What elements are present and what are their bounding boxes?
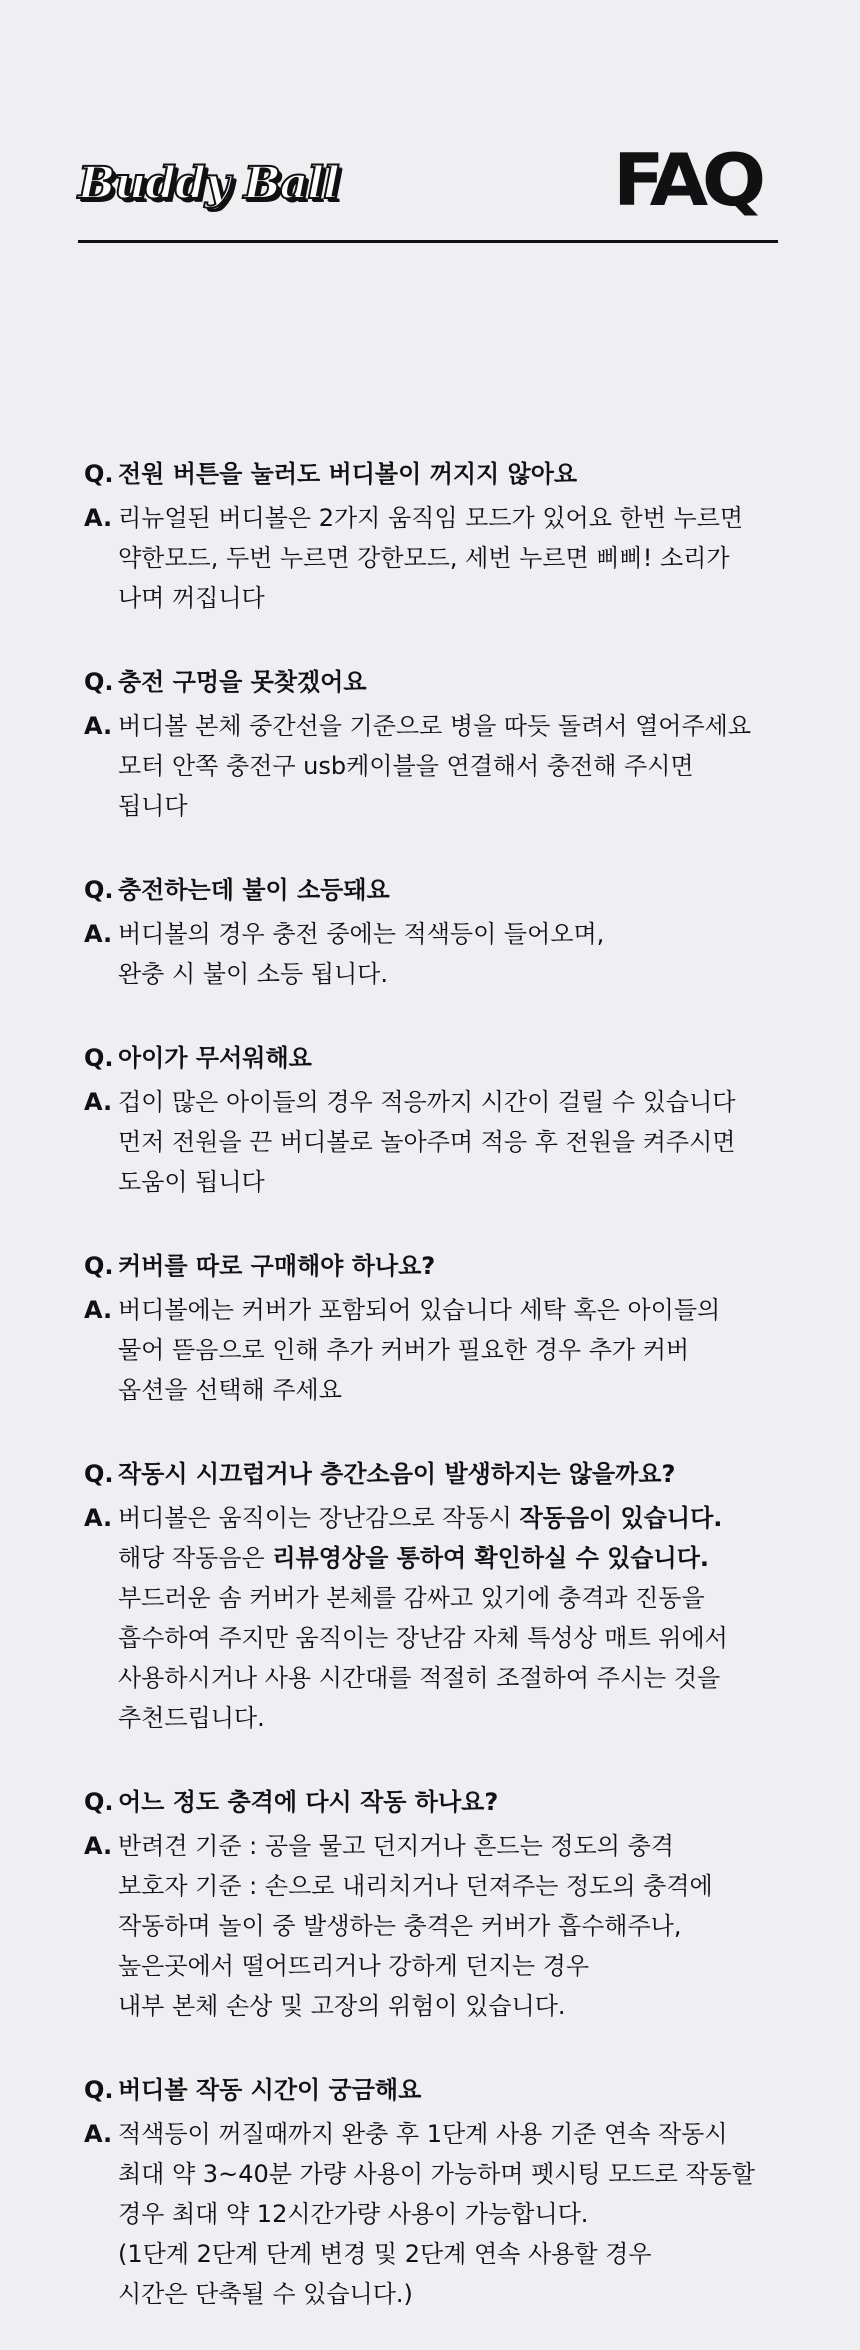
answer-prefix: A. [84, 504, 113, 532]
faq-question [84, 1456, 784, 1492]
answer-segment: 약한모드, 두번 누르면 강한모드, 세번 누르면 삐삐! 소리가 [118, 544, 730, 572]
answer-segment: 옵션을 선택해 주세요 [118, 1376, 342, 1404]
answer-segment: 모터 안쪽 충전구 usb케이블을 연결해서 충전해 주시면 [118, 752, 694, 780]
answer-line [118, 1082, 784, 1122]
answer-emphasis: 리뷰영상을 통하여 확인하실 수 있습니다. [272, 1544, 710, 1572]
answer-segment: 버디볼은 움직이는 장난감으로 작동시 [118, 1504, 520, 1532]
question-text: 어느 정도 충격에 다시 작동 하나요? [118, 1788, 499, 1816]
answer-line [118, 1330, 784, 1370]
faq-item [84, 1456, 784, 1738]
answer-segment: 내부 본체 손상 및 고장의 위험이 있습니다. [118, 1992, 566, 2020]
faq-item [84, 456, 784, 618]
answer-prefix: A. [84, 2120, 113, 2148]
question-prefix: Q. [84, 876, 114, 904]
answer-prefix: A. [84, 1088, 113, 1116]
answer-line [118, 706, 784, 746]
answer-prefix: A. [84, 712, 113, 740]
page-title: FAQ [613, 138, 760, 222]
question-prefix: Q. [84, 1044, 114, 1072]
question-prefix: Q. [84, 1460, 114, 1488]
answer-text [118, 1082, 784, 1202]
question-prefix: Q. [84, 460, 114, 488]
faq-answer [84, 1290, 784, 1410]
brand-logo: Buddy Ball [78, 158, 339, 209]
answer-line [118, 1986, 784, 2026]
answer-segment: 리뉴얼된 버디볼은 2가지 움직임 모드가 있어요 한번 누르면 [118, 504, 744, 532]
answer-prefix: A. [84, 1504, 113, 1532]
faq-item [84, 664, 784, 826]
question-text: 충전 구멍을 못찾겠어요 [118, 668, 367, 696]
faq-question [84, 1040, 784, 1076]
question-prefix: Q. [84, 668, 114, 696]
answer-segment: 최대 약 3~40분 가량 사용이 가능하며 펫시팅 모드로 작동할 [118, 2160, 755, 2188]
answer-text [118, 1290, 784, 1410]
answer-segment: 버디볼의 경우 충전 중에는 적색등이 들어오며, [118, 920, 605, 948]
faq-item [84, 1248, 784, 1410]
answer-segment: 완충 시 불이 소등 됩니다. [118, 960, 388, 988]
answer-segment: 도움이 됩니다 [118, 1168, 265, 1196]
question-prefix: Q. [84, 1788, 114, 1816]
answer-segment: 됩니다 [118, 792, 188, 820]
answer-line [118, 1578, 784, 1618]
faq-answer [84, 2114, 784, 2314]
header-divider [78, 240, 778, 243]
answer-line [118, 1698, 784, 1738]
answer-segment: 부드러운 솜 커버가 본체를 감싸고 있기에 충격과 진동을 [118, 1584, 705, 1612]
faq-question [84, 664, 784, 700]
answer-line [118, 914, 784, 954]
faq-item [84, 1040, 784, 1202]
answer-line [118, 2154, 784, 2194]
faq-answer [84, 1826, 784, 2026]
answer-segment: 나며 꺼집니다 [118, 584, 265, 612]
answer-text [118, 1498, 784, 1738]
question-prefix: Q. [84, 2076, 114, 2104]
faq-question [84, 2072, 784, 2108]
answer-line [118, 1946, 784, 1986]
answer-line [118, 538, 784, 578]
faq-question [84, 872, 784, 908]
answer-text [118, 2114, 784, 2314]
faq-question [84, 1784, 784, 1820]
answer-line [118, 1370, 784, 1410]
answer-segment: 반려견 기준 : 공을 물고 던지거나 흔드는 정도의 충격 [118, 1832, 674, 1860]
answer-segment: 해당 작동음은 [118, 1544, 273, 1572]
answer-text [118, 1826, 784, 2026]
answer-line [118, 786, 784, 826]
answer-segment: 흡수하여 주지만 움직이는 장난감 자체 특성상 매트 위에서 [118, 1624, 728, 1652]
answer-line [118, 1538, 784, 1578]
question-text: 버디볼 작동 시간이 궁금해요 [118, 2076, 422, 2104]
answer-text [118, 914, 784, 994]
question-text: 충전하는데 불이 소등돼요 [118, 876, 390, 904]
answer-line [118, 1618, 784, 1658]
faq-answer [84, 498, 784, 618]
answer-line [118, 1290, 784, 1330]
answer-segment: 물어 뜯음으로 인해 추가 커버가 필요한 경우 추가 커버 [118, 1336, 690, 1364]
answer-segment: 버디볼에는 커버가 포함되어 있습니다 세탁 혹은 아이들의 [118, 1296, 721, 1324]
answer-segment: 적색등이 꺼질때까지 완충 후 1단계 사용 기준 연속 작동시 [118, 2120, 728, 2148]
answer-prefix: A. [84, 920, 113, 948]
answer-line [118, 2194, 784, 2234]
answer-line [118, 1162, 784, 1202]
answer-segment: 버디볼 본체 중간선을 기준으로 병을 따듯 돌려서 열어주세요 [118, 712, 752, 740]
faq-answer [84, 706, 784, 826]
answer-line [118, 1658, 784, 1698]
answer-segment: 보호자 기준 : 손으로 내리치거나 던져주는 정도의 충격에 [118, 1872, 713, 1900]
answer-line [118, 1866, 784, 1906]
answer-line [118, 498, 784, 538]
answer-prefix: A. [84, 1832, 113, 1860]
answer-line [118, 2114, 784, 2154]
answer-text [118, 706, 784, 826]
answer-segment: 겁이 많은 아이들의 경우 적응까지 시간이 걸릴 수 있습니다 [118, 1088, 736, 1116]
answer-line [118, 746, 784, 786]
answer-line [118, 1122, 784, 1162]
answer-prefix: A. [84, 1296, 113, 1324]
answer-segment: 경우 최대 약 12시간가량 사용이 가능합니다. [118, 2200, 589, 2228]
question-text: 전원 버튼을 눌러도 버디볼이 꺼지지 않아요 [118, 460, 578, 488]
answer-line [118, 954, 784, 994]
faq-question [84, 456, 784, 492]
answer-segment: (1단계 2단계 단계 변경 및 2단계 연속 사용할 경우 [118, 2240, 652, 2268]
answer-emphasis: 작동음이 있습니다. [519, 1504, 723, 1532]
question-prefix: Q. [84, 1252, 114, 1280]
question-text: 작동시 시끄럽거나 층간소음이 발생하지는 않을까요? [118, 1460, 676, 1488]
answer-segment: 작동하며 놀이 중 발생하는 충격은 커버가 흡수해주나, [118, 1912, 682, 1940]
answer-segment: 사용하시거나 사용 시간대를 적절히 조절하여 주시는 것을 [118, 1664, 721, 1692]
answer-segment: 시간은 단축될 수 있습니다.) [118, 2280, 413, 2308]
answer-line [118, 1826, 784, 1866]
answer-segment: 높은곳에서 떨어뜨리거나 강하게 던지는 경우 [118, 1952, 590, 1980]
answer-line [118, 1906, 784, 1946]
faq-answer [84, 1498, 784, 1738]
faq-answer [84, 914, 784, 994]
faq-answer [84, 1082, 784, 1202]
answer-segment: 추천드립니다. [118, 1704, 265, 1732]
faq-item [84, 2072, 784, 2314]
question-text: 커버를 따로 구매해야 하나요? [118, 1252, 436, 1280]
faq-question [84, 1248, 784, 1284]
answer-line [118, 2234, 784, 2274]
answer-segment: 먼저 전원을 끈 버디볼로 놀아주며 적응 후 전원을 켜주시면 [118, 1128, 736, 1156]
answer-line [118, 1498, 784, 1538]
answer-line [118, 2274, 784, 2314]
answer-line [118, 578, 784, 618]
faq-item [84, 872, 784, 994]
answer-text [118, 498, 784, 618]
question-text: 아이가 무서워해요 [118, 1044, 312, 1072]
faq-list [84, 410, 784, 2314]
faq-item [84, 1784, 784, 2026]
page-header [78, 140, 778, 240]
